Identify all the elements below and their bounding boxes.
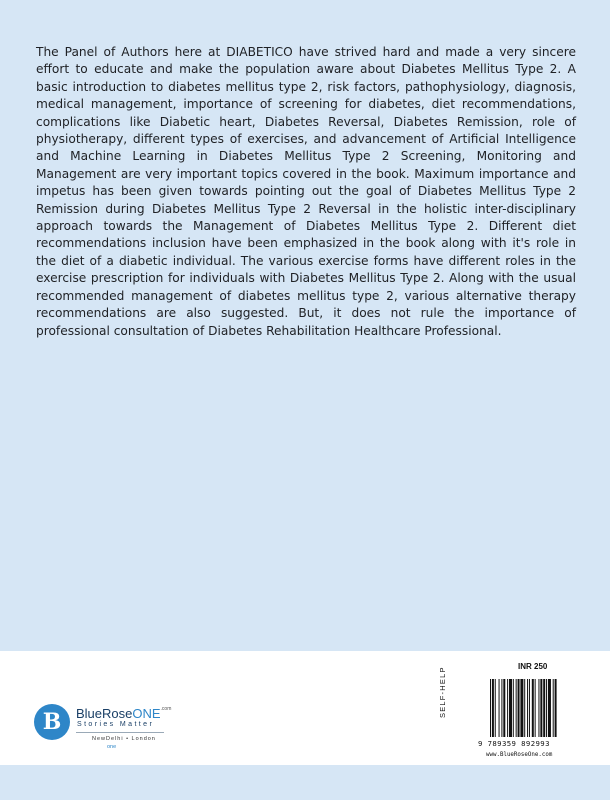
- barcode-bar: [501, 679, 502, 737]
- barcode-bar: [543, 679, 545, 737]
- barcode-bar: [529, 679, 530, 737]
- publisher-trademark: .com: [160, 706, 172, 712]
- barcode-bar: [555, 679, 557, 737]
- publisher-name: [76, 706, 171, 721]
- barcode-bar: [538, 679, 539, 737]
- category-label: SELF-HELP: [438, 666, 447, 718]
- bottom-strip: [0, 765, 610, 800]
- barcode-bar: [516, 679, 517, 737]
- isbn-barcode: [490, 679, 564, 737]
- barcode-bar: [546, 679, 547, 737]
- publisher-website: www.BlueRoseOne.com: [486, 752, 553, 758]
- barcode-bar: [527, 679, 528, 737]
- barcode-bar: [524, 679, 525, 737]
- barcode-bar: [518, 679, 520, 737]
- barcode-bar: [532, 679, 534, 737]
- publisher-name-accent: ONE: [132, 706, 161, 721]
- barcode-bar: [513, 679, 514, 737]
- barcode-bar: [548, 679, 551, 737]
- barcode-bar: [492, 679, 494, 737]
- barcode-bar: [553, 679, 554, 737]
- publisher-cities: NewDelhi • London: [92, 736, 156, 742]
- publisher-logo-icon: B: [34, 704, 70, 740]
- isbn-number: 9 789359 892993: [478, 739, 550, 748]
- barcode-bar: [490, 679, 491, 737]
- barcode-bar: [495, 679, 496, 737]
- publisher-footer: [0, 651, 610, 765]
- price-label: INR 250: [518, 662, 548, 671]
- barcode-bar: [499, 679, 500, 737]
- publisher-divider: [76, 732, 164, 733]
- barcode-bar: [520, 679, 523, 737]
- barcode-bar: [507, 679, 508, 737]
- barcode-bar: [540, 679, 542, 737]
- publisher-mini-logo: one: [107, 744, 117, 750]
- barcode-bar: [535, 679, 536, 737]
- barcode-bar: [509, 679, 512, 737]
- publisher-tagline: Stories Matter: [77, 721, 155, 728]
- publisher-name-main: BlueRose: [76, 706, 133, 721]
- back-cover-blurb: The Panel of Authors here at DIABETICO have strived hard and made a very sincere effort to educate and make the population aware about Diabetes Mellitus Type 2. A basic introduction to diabetes mellitus type 2, risk factors, pathophysiology, diagnosis, medical management, importance of screening for diabetes, diet recommendations, complications like Diabetic heart, Diabetes Reversal, Diabetes Remission, role of physiotherapy, different types of exercises, and advancement of Artificial Intelligence and Machine Learning in Diabetes Mellitus Type 2 Screening, Monitoring and Management are very important topics covered in the book. Maximum importance and impetus has been given towards pointing out the goal of Diabetes Mellitus Type 2 Remission during Diabetes Mellitus Type 2 Reversal in the holistic inter-disciplinary approach towards the Management of Diabetes Mellitus Type 2. Different diet recommendations inclusion have been emphasized in the book along with it's role in the diet of a diabetic individual. The various exercise forms have different roles in the exercise prescription for individuals with Diabetes Mellitus Type 2. Along with the usual recommended management of diabetes mellitus type 2, various alternative therapy recommendations are also suggested. But, it does not rule the importance of professional consultation of Diabetes Rehabilitation Healthcare Professional.: [36, 45, 576, 338]
- barcode-bar: [503, 679, 505, 737]
